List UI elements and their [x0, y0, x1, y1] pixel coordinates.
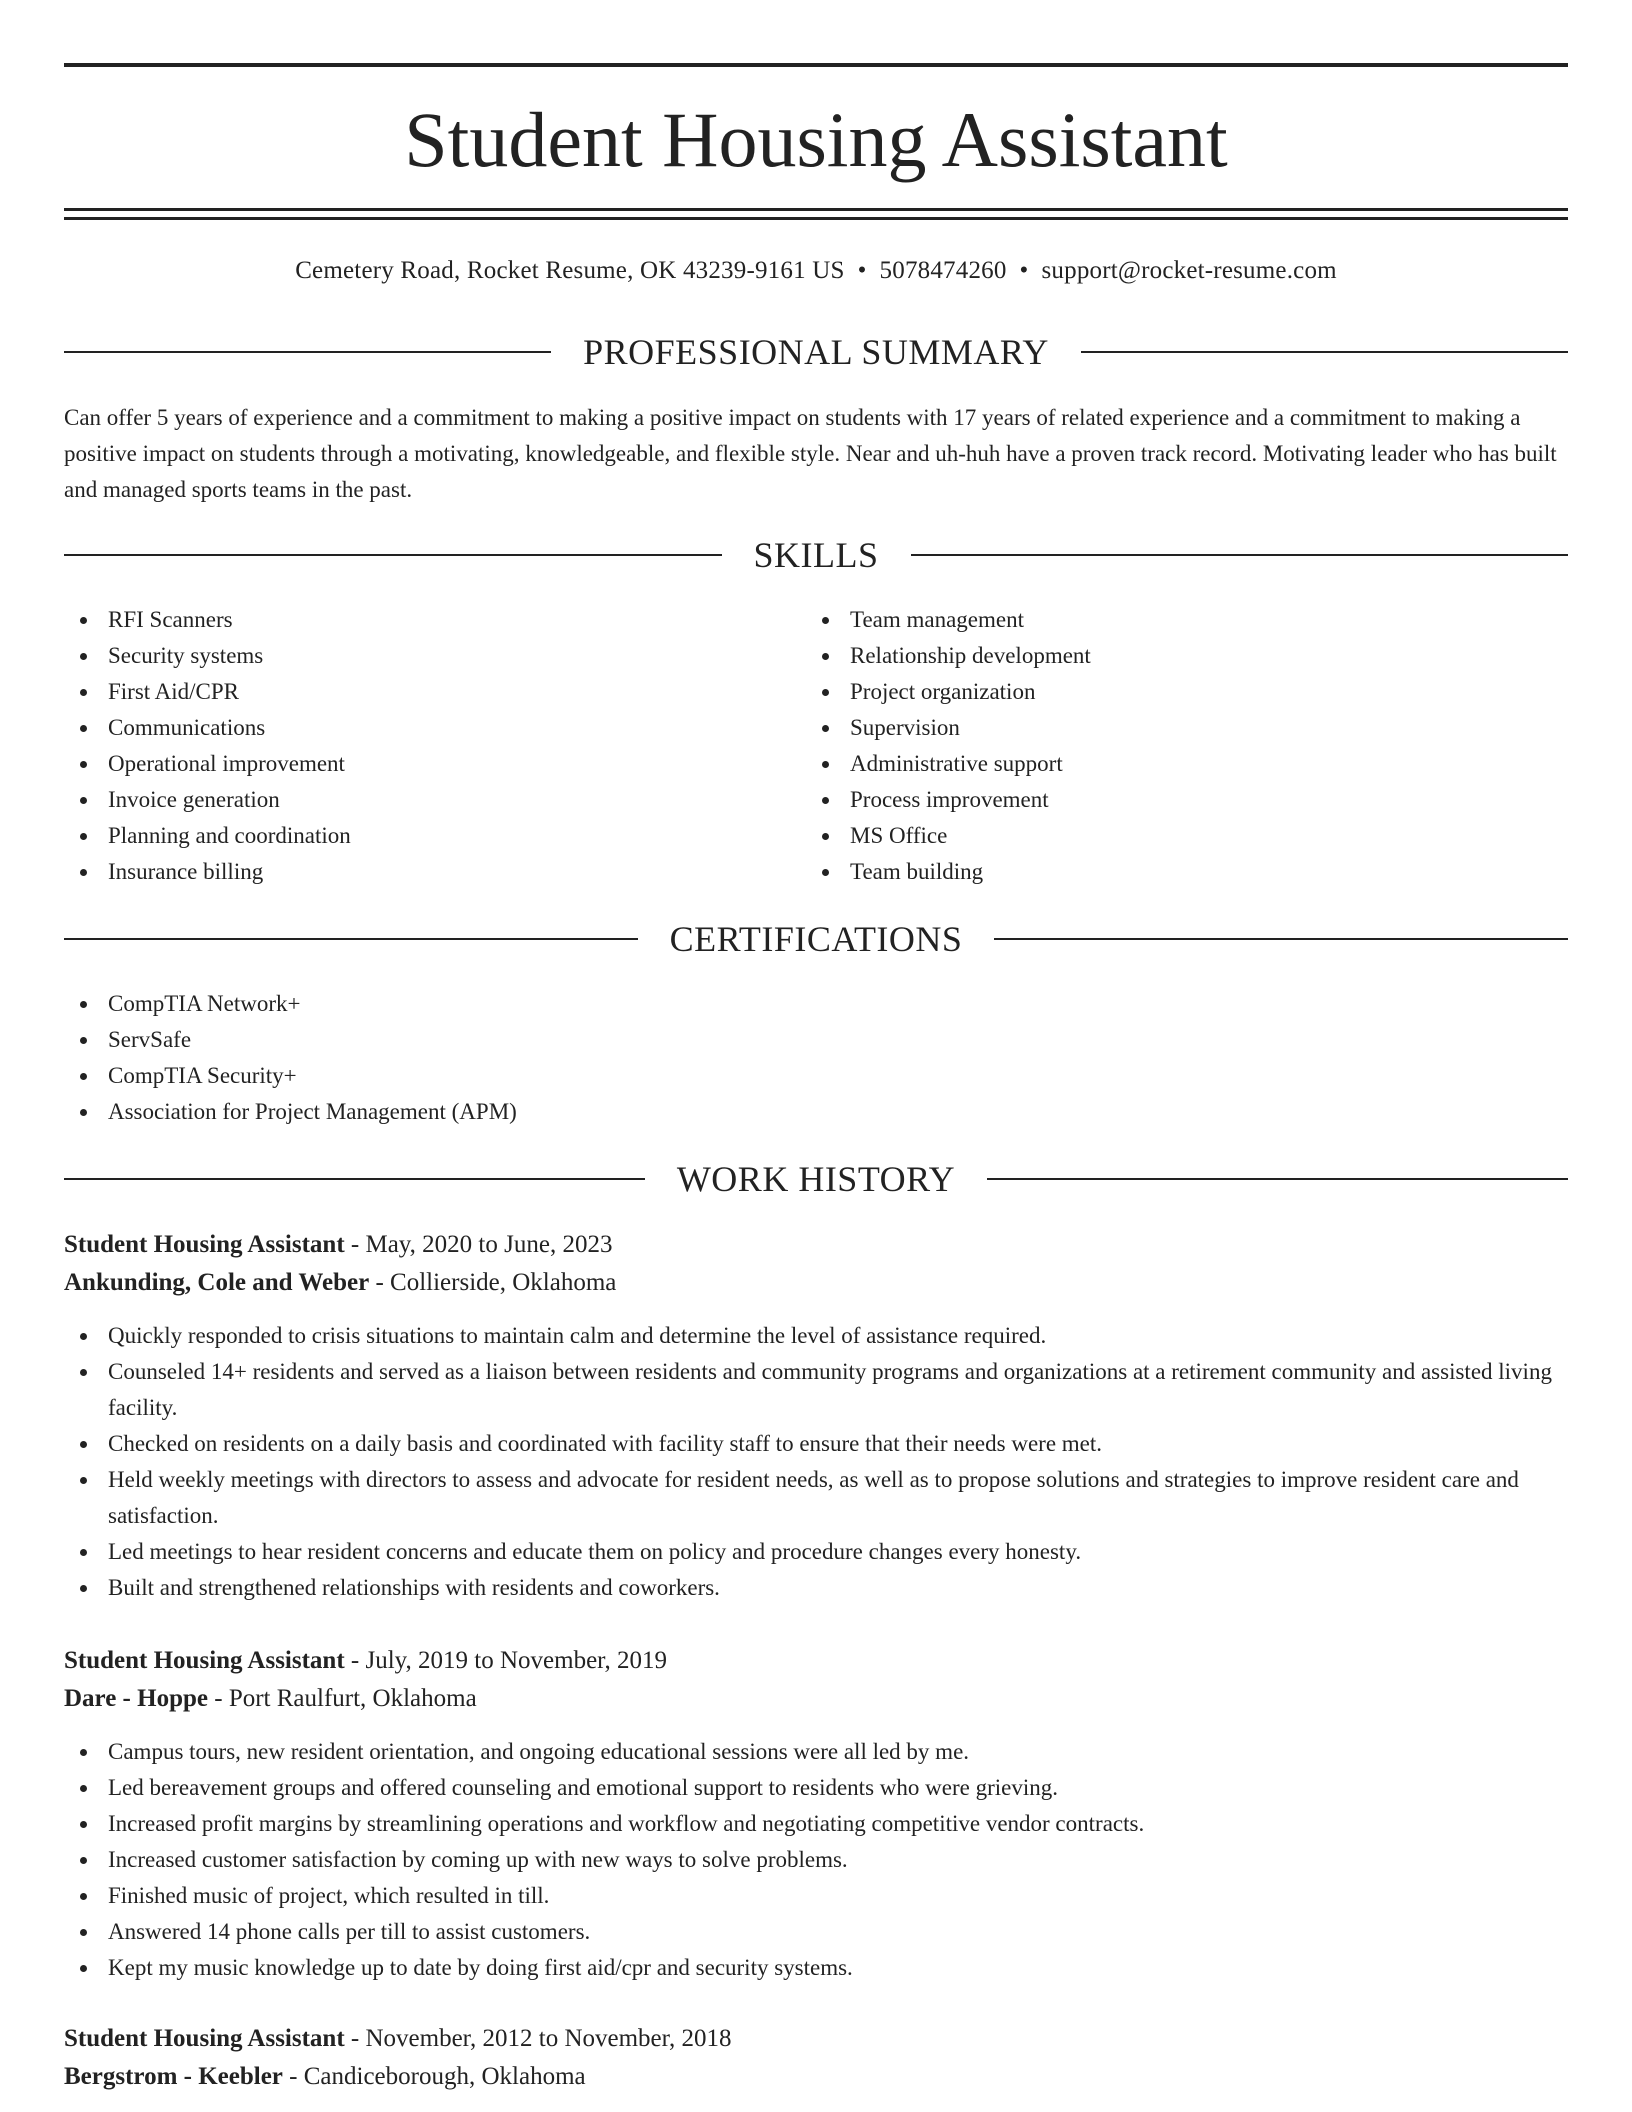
contact-email: support@rocket-resume.com [1041, 257, 1337, 284]
section-rule [994, 938, 1568, 940]
certifications-list [64, 986, 1064, 1130]
section-title-work-history: WORK HISTORY [676, 1159, 956, 1199]
section-header-work-history [64, 1157, 1568, 1201]
job-dates: May, 2020 to June, 2023 [365, 1231, 613, 1258]
job-title-line [64, 1642, 1568, 1680]
skill-item: Project organization [806, 674, 1566, 710]
section-header-skills [64, 533, 1568, 577]
job-bullet: Campus tours, new resident orientation, and ongoing educational sessions were all led by me. [64, 1734, 1568, 1770]
skill-item: Relationship development [806, 638, 1566, 674]
job-entry [64, 2020, 1568, 2096]
skill-item: Administrative support [806, 746, 1566, 782]
section-rule [987, 1178, 1568, 1180]
dash: - [344, 1231, 366, 1258]
job-bullet: Increased profit margins by streamlining operations and workflow and negotiating competitive vendor contracts. [64, 1806, 1568, 1842]
certification-item: ServSafe [64, 1022, 1064, 1058]
section-header-summary [64, 330, 1568, 374]
contact-phone: 5078474260 [879, 257, 1007, 284]
header-top-rule [64, 63, 1568, 67]
skill-item: RFI Scanners [64, 602, 804, 638]
skill-item: Security systems [64, 638, 804, 674]
job-location: Candiceborough, Oklahoma [303, 2063, 586, 2090]
section-title-certifications: CERTIFICATIONS [669, 919, 963, 959]
job-bullet: Built and strengthened relationships with residents and coworkers. [64, 1570, 1568, 1606]
job-bullet: Checked on residents on a daily basis and coordinated with facility staff to ensure that their needs were met. [64, 1426, 1568, 1462]
section-header-certifications [64, 917, 1568, 961]
section-rule [64, 351, 551, 353]
job-bullet: Finished music of project, which resulted in till. [64, 1878, 1568, 1914]
section-rule [911, 554, 1569, 556]
job-bullet: Kept my music knowledge up to date by doing first aid/cpr and security systems. [64, 1950, 1568, 1986]
job-company-line [64, 2058, 1568, 2096]
job-dates: November, 2012 to November, 2018 [365, 2025, 732, 2052]
job-bullets [64, 1734, 1568, 1986]
header-double-rule [64, 208, 1568, 220]
section-rule [1081, 351, 1568, 353]
contact-address: Cemetery Road, Rocket Resume, OK 43239-9161 US [295, 257, 845, 284]
section-title-skills: SKILLS [753, 535, 879, 575]
dash: - [369, 1269, 391, 1296]
skill-item: Team building [806, 854, 1566, 890]
job-company: Ankunding, Cole and Weber [64, 1269, 370, 1296]
dash: - [344, 2025, 366, 2052]
section-rule [64, 938, 638, 940]
section-rule [64, 554, 722, 556]
certification-item: Association for Project Management (APM) [64, 1094, 1064, 1130]
job-company-line [64, 1264, 1568, 1302]
job-entry [64, 1642, 1568, 1986]
skill-item: Operational improvement [64, 746, 804, 782]
section-rule [64, 1178, 645, 1180]
skill-item: Invoice generation [64, 782, 804, 818]
skills-list-left [64, 602, 804, 890]
skill-item: Supervision [806, 710, 1566, 746]
contact-line [64, 254, 1568, 288]
job-bullet: Quickly responded to crisis situations to maintain calm and determine the level of assistance required. [64, 1318, 1568, 1354]
job-location: Port Raulfurt, Oklahoma [228, 1685, 477, 1712]
job-bullets [64, 1318, 1568, 1606]
dash: - [282, 2063, 304, 2090]
skills-list-right [806, 602, 1566, 890]
job-company: Bergstrom - Keebler [64, 2063, 283, 2090]
job-title: Student Housing Assistant [64, 1231, 345, 1258]
job-title-line [64, 2020, 1568, 2058]
skill-item: First Aid/CPR [64, 674, 804, 710]
section-title-summary: PROFESSIONAL SUMMARY [583, 332, 1049, 372]
job-bullet: Held weekly meetings with directors to assess and advocate for resident needs, as well as to propose solutions and strategies to improve resident care and satisfaction. [64, 1462, 1568, 1534]
dash: - [207, 1685, 229, 1712]
skill-item: Team management [806, 602, 1566, 638]
job-location: Collierside, Oklahoma [390, 1269, 617, 1296]
skill-item: Planning and coordination [64, 818, 804, 854]
skill-item: MS Office [806, 818, 1566, 854]
job-dates: July, 2019 to November, 2019 [365, 1647, 667, 1674]
skill-item: Process improvement [806, 782, 1566, 818]
job-title: Student Housing Assistant [64, 2025, 345, 2052]
job-company-line [64, 1680, 1568, 1718]
certification-item: CompTIA Network+ [64, 986, 1064, 1022]
skill-item: Communications [64, 710, 804, 746]
certification-item: CompTIA Security+ [64, 1058, 1064, 1094]
contact-separator: • [857, 257, 867, 284]
job-entry [64, 1226, 1568, 1606]
summary-text: Can offer 5 years of experience and a commitment to making a positive impact on students with 17 years of related experience and a commitment to making a positive impact on students through a motivating, knowledgeable, and flexible style. Near and uh-huh have a proven track record. Motivating leader who has built and managed sports teams in the past. [64, 405, 1557, 502]
job-title-line [64, 1226, 1568, 1264]
contact-separator: • [1019, 257, 1029, 284]
job-bullet: Counseled 14+ residents and served as a liaison between residents and community programs and organizations at a retirement community and assisted living facility. [64, 1354, 1568, 1426]
job-bullet: Led meetings to hear resident concerns and educate them on policy and procedure changes every honesty. [64, 1534, 1568, 1570]
resume-title: Student Housing Assistant [404, 96, 1228, 183]
job-bullet: Increased customer satisfaction by coming up with new ways to solve problems. [64, 1842, 1568, 1878]
job-title: Student Housing Assistant [64, 1647, 345, 1674]
dash: - [344, 1647, 366, 1674]
job-bullet: Led bereavement groups and offered counseling and emotional support to residents who were grieving. [64, 1770, 1568, 1806]
skill-item: Insurance billing [64, 854, 804, 890]
job-bullet: Answered 14 phone calls per till to assist customers. [64, 1914, 1568, 1950]
job-company: Dare - Hoppe [64, 1685, 208, 1712]
